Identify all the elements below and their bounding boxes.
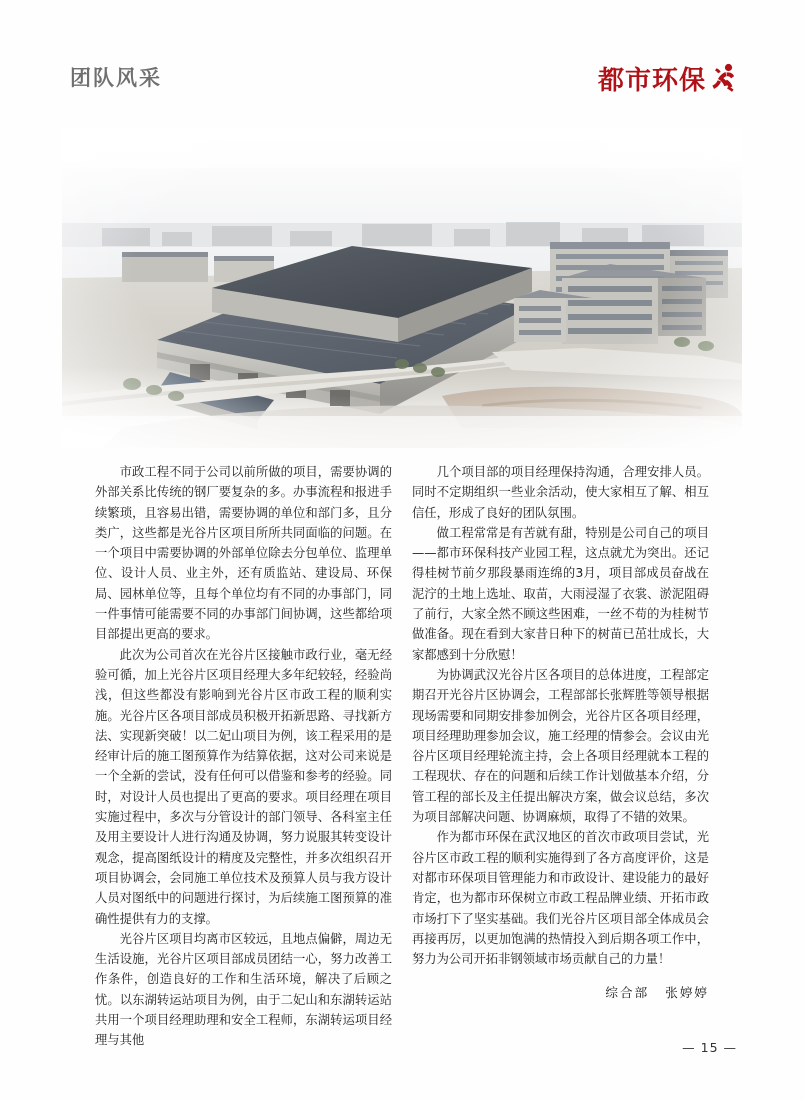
article-column-left <box>95 462 392 1051</box>
page-header <box>0 62 805 114</box>
paragraph: 为协调武汉光谷片区各项目的总体进度，工程部定期召开光谷片区协调会，工程部部长张辉胜等领导根据现场需要和同期安排参加例会，光谷片区各项目经理，项目经理助理参加会议，施工经理的情参会。会议由光谷片区项目经理轮流主持，会上各项目经理就本工程的工程现状、存在的问题和后续工作计划做基本介绍，分管工程的部长及主任提出解决方案，做会议总结，多次为项目部解决问题、协调麻烦，取得了不错的效果。 <box>412 667 709 825</box>
section-title: 团队风采 <box>70 66 162 90</box>
article-column-right <box>412 462 709 1004</box>
signature-department: 综合部 <box>605 985 650 1001</box>
signature-author: 张婷婷 <box>665 985 709 1001</box>
logo-text: 都市环保 <box>597 66 706 96</box>
paragraph: 作为都市环保在武汉地区的首次市政项目尝试，光谷片区市政工程的顺利实施得到了各方高度评价，这是对都市环保项目管理能力和市政设计、建设能力的最好肯定，也为都市环保树立市政工程品牌业绩、开拓市政市场打下了坚实基础。我们光谷片区项目部全体成员会再接再厉，以更加饱满的热情投入到后期各项工作中，努力为公司开拓非钢领域市场贡献自己的力量！ <box>412 830 709 967</box>
paragraph: 光谷片区项目均离市区较远，且地点偏僻，周边无生活设施，光谷片区项目部成员团结一心，努力改善工作条件，创造良好的工作和生活环境，解决了后顾之忧。以东湖转运站项目为例，由于二妃山和东湖转运站共用一个项目经理助理和安全工程师，东湖转运项目经理与其他 <box>95 931 392 1048</box>
paragraph: 此次为公司首次在光谷片区接触市政行业，毫无经验可循，加上光谷片区项目经理大多年纪较轻，经验尚浅，但这些都没有影响到光谷片区市政工程的顺利实施。光谷片区各项目部成员积极开拓新思路、寻找新方法、实现新突破！以二妃山项目为例，该工程采用的是经审计后的施工图预算作为结算依据，这对公司来说是一个全新的尝试，没有任何可以借鉴和参考的经验。同时，对设计人员也提出了更高的要求。项目经理在项目实施过程中，多次与分管设计的部门领导、各科室主任及用主要设计人进行沟通及协调，努力说服其转变设计观念，提高图纸设计的精度及完整性，并多次组织召开项目协调会，会同施工单位技术及预算人员与我方设计人员对图纸中的问题进行探讨，为后续施工图预算的准确性提供有力的支撑。 <box>95 647 392 926</box>
paragraph: 做工程常常是有苦就有甜，特别是公司自己的项目——都市环保科技产业园工程，这点就尤为突出。还记得桂树节前夕那段暴雨连绵的3月，项目部成员奋战在泥泞的土地上选址、取苗，大雨浸湿了衣裳、淤泥阻碍了前行，大家全然不顾这些困难，一丝不苟的为桂树节做准备。现在看到大家昔日种下的树苗已茁壮成长，大家都感到十分欣慰！ <box>412 525 709 662</box>
paragraph: 几个项目部的项目经理保持沟通，合理安排人员。同时不定期组织一些业余活动，使大家相互了解、相互信任，形成了良好的团队氛围。 <box>412 465 709 520</box>
article-photo <box>62 128 742 448</box>
page-number: — 15 — <box>682 1040 737 1055</box>
running-figure-icon <box>709 62 739 94</box>
article-signature <box>412 983 709 1003</box>
paragraph: 市政工程不同于公司以前所做的项目，需要协调的外部关系比传统的钢厂要复杂的多。办事流程和报进手续繁琐，且容易出错，需要协调的单位和部门多，且分类广，这些都是光谷片区项目所所共同面临的问题。在一个项目中需要协调的外部单位除去分包单位、监理单位、设计人员、业主外，还有质监站、建设局、环保局、园林单位等，且每个单位均有不同的办事部门，同一件事情可能需要不同的办事部门间协调，这些都给项目部提出更高的要求。 <box>95 465 392 642</box>
brand-logo <box>598 54 739 94</box>
